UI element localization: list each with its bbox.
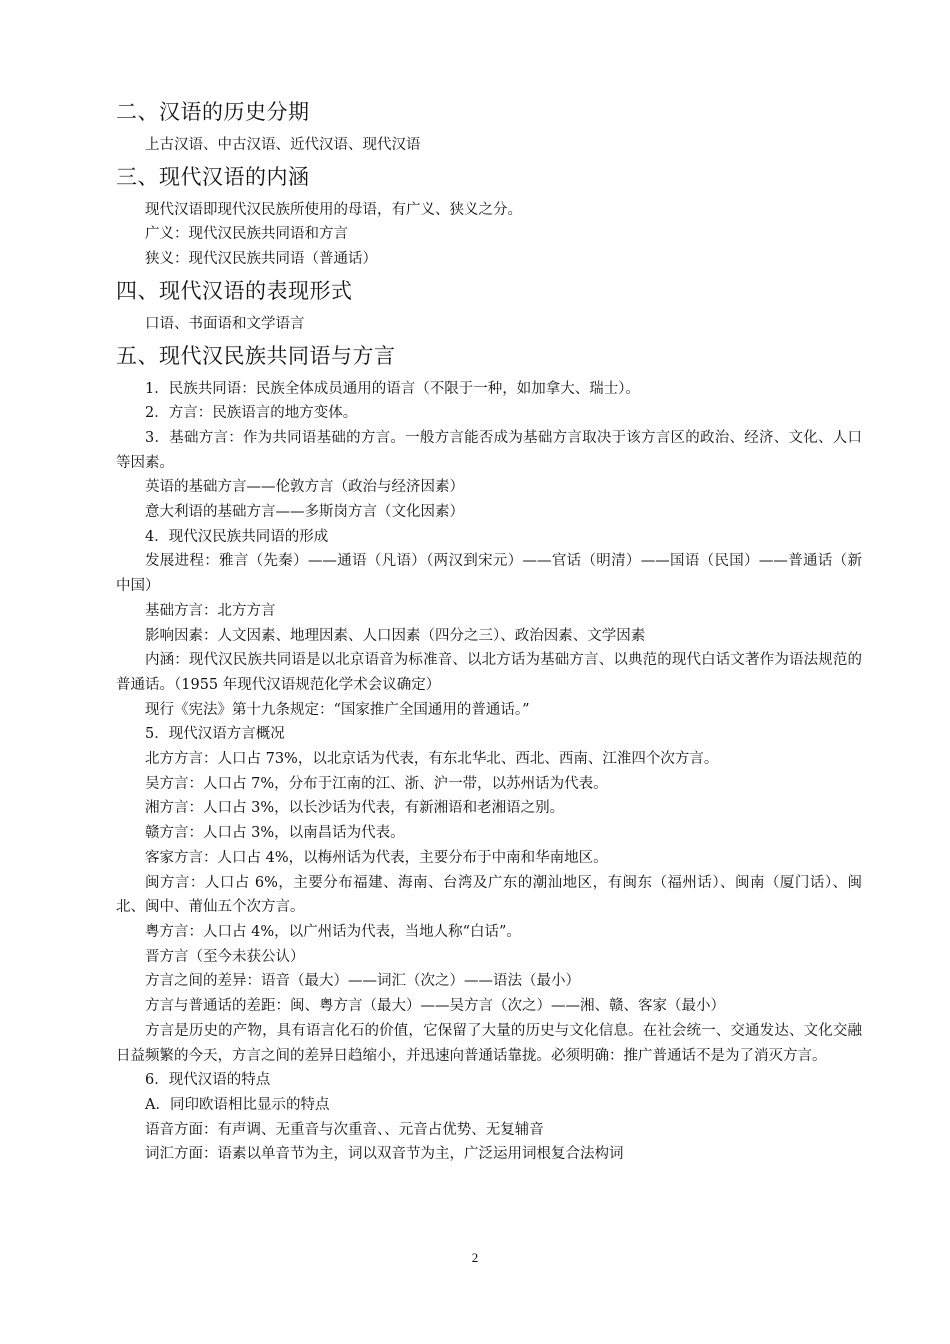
paragraph: 客家方言：人口占 4%，以梅州话为代表，主要分布于中南和华南地区。 xyxy=(145,849,608,866)
page-number: 2 xyxy=(471,1250,479,1265)
paragraph: 影响因素：人文因素、地理因素、人口因素（四分之三）、政治因素、文学因素 xyxy=(145,627,646,644)
paragraph: 吴方言：人口占 7%，分布于江南的江、浙、沪一带，以苏州话为代表。 xyxy=(145,775,608,792)
paragraph: 北方方言：人口占 73%，以北京话为代表，有东北华北、西北、西南、江淮四个次方言。 xyxy=(145,751,719,768)
document-body xyxy=(116,98,862,1167)
paragraph: 3．基础方言：作为共同语基础的方言。一般方言能否成为基础方言取决于该方言区的政治、经济、文化、人口等因素。 xyxy=(116,429,862,471)
paragraph: 赣方言：人口占 3%，以南昌话为代表。 xyxy=(145,825,405,842)
paragraph: 上古汉语、中古汉语、近代汉语、现代汉语 xyxy=(145,137,421,153)
paragraph: 2．方言：民族语言的地方变体。 xyxy=(145,405,358,422)
paragraph: 广义：现代汉民族共同语和方言 xyxy=(145,226,348,243)
paragraph: 4．现代汉民族共同语的形成 xyxy=(145,528,329,545)
paragraph: 方言与普通话的差距：闽、粤方言（最大）——吴方言（次之）——湘、赣、客家（最小） xyxy=(145,998,725,1015)
paragraph: 词汇方面：语素以单音节为主，词以双音节为主，广泛运用词根复合法构词 xyxy=(145,1146,624,1163)
paragraph: 基础方言：北方方言 xyxy=(145,602,276,619)
paragraph: 意大利语的基础方言——多斯岗方言（文化因素） xyxy=(145,504,464,521)
paragraph: 狭义：现代汉民族共同语（普通话） xyxy=(145,251,377,268)
paragraph: 发展进程：雅言（先秦）——通语（凡语）（两汉到宋元）——官话（明清）——国语（民国）——普通话（新中国） xyxy=(116,553,862,595)
paragraph: 现代汉语即现代汉民族所使用的母语，有广义、狭义之分。 xyxy=(145,201,522,218)
paragraph: 英语的基础方言——伦敦方言（政治与经济因素） xyxy=(145,479,464,496)
paragraph: 方言是历史的产物，具有语言化石的价值，它保留了大量的历史与文化信息。在社会统一、交通发达、文化交融日益频繁的今天，方言之间的差异日趋缩小，并迅速向普通话靠拢。必须明确：推广普通话不是为了消灭方言。 xyxy=(116,1022,862,1064)
paragraph: 语音方面：有声调、无重音与次重音、、元音占优势、无复辅音 xyxy=(145,1121,544,1138)
paragraph: 6．现代汉语的特点 xyxy=(145,1072,271,1089)
paragraph: 闽方言：人口占 6%，主要分布福建、海南、台湾及广东的潮汕地区，有闽东（福州话）、闽南（厦门话）、闽北、闽中、莆仙五个次方言。 xyxy=(116,874,862,916)
paragraph: 湘方言：人口占 3%，以长沙话为代表，有新湘语和老湘语之别。 xyxy=(145,800,565,817)
paragraph: 内涵：现代汉民族共同语是以北京语音为标准音、以北方话为基础方言、以典范的现代白话文著作为语法规范的普通话。（1955 年现代汉语规范化学术会议确定） xyxy=(116,652,862,693)
paragraph: A．同印欧语相比显示的特点 xyxy=(145,1096,330,1113)
section-heading: 四、现代汉语的表现形式 xyxy=(116,278,353,303)
section-heading: 三、现代汉语的内涵 xyxy=(116,164,310,189)
paragraph: 晋方言（至今未获公认） xyxy=(145,948,305,965)
paragraph: 粤方言：人口占 4%，以广州话为代表，当地人称“白话”。 xyxy=(145,923,521,940)
paragraph: 5．现代汉语方言概况 xyxy=(145,726,285,743)
section-heading: 五、现代汉民族共同语与方言 xyxy=(116,343,396,368)
section-heading: 二、汉语的历史分期 xyxy=(116,100,310,124)
paragraph: 口语、书面语和文学语言 xyxy=(145,315,305,332)
paragraph: 方言之间的差异：语音（最大）——词汇（次之）——语法（最小） xyxy=(145,973,580,990)
paragraph: 现行《宪法》第十九条规定：“国家推广全国通用的普通话。” xyxy=(145,701,530,718)
paragraph: 1．民族共同语：民族全体成员通用的语言（不限于一种，如加拿大、瑞士）。 xyxy=(145,380,640,397)
